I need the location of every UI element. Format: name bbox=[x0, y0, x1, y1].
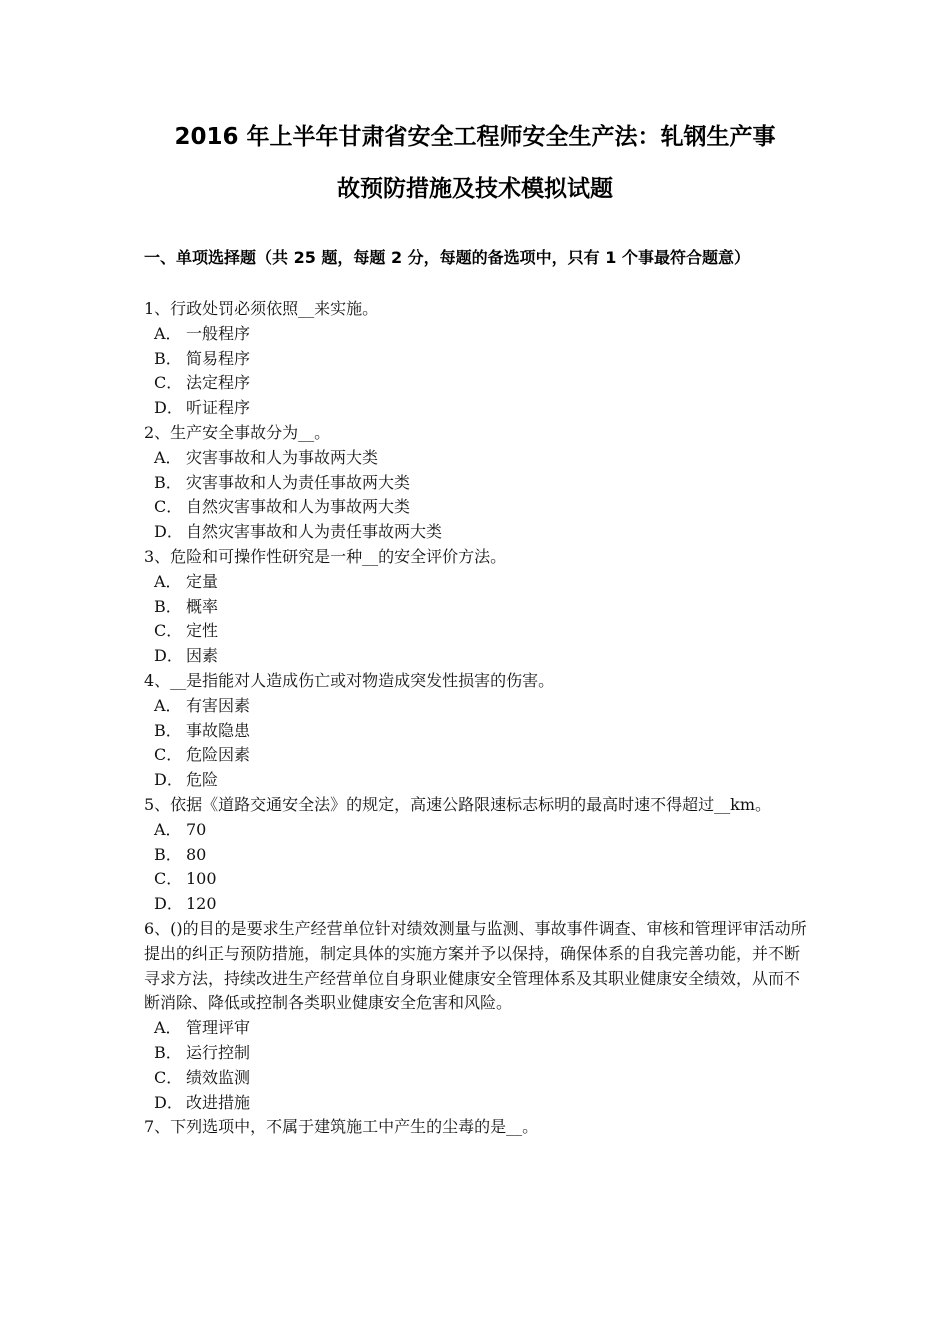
option-text: 危险因素 bbox=[186, 745, 251, 765]
option-text: 简易程序 bbox=[186, 348, 251, 368]
option-letter: C． bbox=[154, 745, 183, 765]
option-text: 自然灾害事故和人为责任事故两大类 bbox=[186, 522, 443, 542]
option-text: 灾害事故和人为责任事故两大类 bbox=[186, 472, 411, 492]
answer-option bbox=[144, 1091, 812, 1116]
answer-option bbox=[144, 694, 812, 719]
answer-option bbox=[144, 347, 812, 372]
option-letter: A． bbox=[154, 323, 182, 343]
answer-option bbox=[144, 520, 812, 545]
option-letter: B． bbox=[154, 472, 182, 492]
option-text: 概率 bbox=[186, 596, 219, 616]
option-letter: A． bbox=[154, 1018, 182, 1038]
answer-option bbox=[144, 1016, 812, 1041]
answer-option bbox=[144, 818, 812, 843]
option-text: 危险 bbox=[186, 770, 219, 790]
answer-option bbox=[144, 495, 812, 520]
question-text: 1、行政处罚必须依照__来实施。 bbox=[144, 299, 379, 318]
option-text: 120 bbox=[186, 894, 217, 914]
option-letter: A． bbox=[154, 819, 182, 839]
option-letter: B． bbox=[154, 348, 182, 368]
option-text: 绩效监测 bbox=[186, 1067, 251, 1087]
question-text: 7、下列选项中，不属于建筑施工中产生的尘毒的是__。 bbox=[144, 1117, 539, 1137]
answer-option bbox=[144, 768, 812, 793]
option-text: 有害因素 bbox=[186, 695, 251, 715]
question-list bbox=[144, 297, 812, 1140]
option-letter: B． bbox=[154, 720, 182, 740]
option-letter: C． bbox=[154, 373, 183, 393]
document-title-line-2: 故预防措施及技术模拟试题 bbox=[337, 176, 613, 202]
option-letter: A． bbox=[154, 571, 182, 591]
answer-option bbox=[144, 1066, 812, 1091]
option-text: 定性 bbox=[186, 621, 219, 641]
answer-option bbox=[144, 619, 812, 644]
answer-option bbox=[144, 595, 812, 620]
answer-option bbox=[144, 867, 812, 892]
option-letter: D． bbox=[154, 770, 183, 790]
option-text: 自然灾害事故和人为事故两大类 bbox=[186, 497, 411, 517]
option-text: 100 bbox=[186, 869, 217, 889]
option-letter: B． bbox=[154, 1042, 182, 1062]
option-text: 70 bbox=[186, 819, 207, 839]
answer-option bbox=[144, 471, 812, 496]
answer-option bbox=[144, 446, 812, 471]
option-letter: C． bbox=[154, 1067, 183, 1087]
option-text: 事故隐患 bbox=[186, 720, 251, 740]
option-letter: A． bbox=[154, 695, 182, 715]
answer-option bbox=[144, 892, 812, 917]
option-letter: B． bbox=[154, 844, 182, 864]
option-letter: C． bbox=[154, 497, 183, 517]
question-text: 4、__是指能对人造成伤亡或对物造成突发性损害的伤害。 bbox=[144, 670, 555, 690]
option-letter: D． bbox=[154, 522, 183, 542]
option-text: 因素 bbox=[186, 646, 219, 666]
answer-option bbox=[144, 719, 812, 744]
option-letter: C． bbox=[154, 869, 183, 889]
option-letter: C． bbox=[154, 621, 183, 641]
option-text: 改进措施 bbox=[186, 1092, 251, 1112]
answer-option bbox=[144, 322, 812, 347]
option-letter: B． bbox=[154, 596, 182, 616]
option-letter: D． bbox=[154, 894, 183, 914]
answer-option bbox=[144, 396, 812, 421]
option-text: 管理评审 bbox=[186, 1018, 251, 1038]
option-letter: D． bbox=[154, 646, 183, 666]
option-text: 听证程序 bbox=[186, 398, 251, 418]
answer-option bbox=[144, 1041, 812, 1066]
answer-option bbox=[144, 371, 812, 396]
option-letter: D． bbox=[154, 1092, 183, 1112]
option-text: 运行控制 bbox=[186, 1042, 251, 1062]
option-text: 80 bbox=[186, 844, 207, 864]
option-letter: D． bbox=[154, 398, 183, 418]
answer-option bbox=[144, 644, 812, 669]
question-text: 6、()的目的是要求生产经营单位针对绩效测量与监测、事故事件调查、审核和管理评审活动所提出的纠正与预防措施，制定具体的实施方案并予以保持，确保体系的自我完善功能，并不断寻求方法，持续改进生产经营单位自身职业健康安全管理体系及其职业健康安全绩效，从而不断消除、降低或控制各类职业健康安全危害和风险。 bbox=[144, 918, 807, 1013]
answer-option bbox=[144, 843, 812, 868]
question-text: 3、危险和可操作性研究是一种__的安全评价方法。 bbox=[144, 546, 507, 566]
option-text: 灾害事故和人为事故两大类 bbox=[186, 447, 379, 467]
option-text: 法定程序 bbox=[186, 373, 251, 393]
document-title-line-1: 2016 年上半年甘肃省安全工程师安全生产法：轧钢生产事 bbox=[174, 124, 776, 150]
option-text: 定量 bbox=[186, 571, 219, 591]
option-text: 一般程序 bbox=[186, 323, 251, 343]
question-text: 2、生产安全事故分为__。 bbox=[144, 422, 331, 442]
question-text: 5、依据《道路交通安全法》的规定，高速公路限速标志标明的最高时速不得超过__km。 bbox=[144, 794, 772, 814]
section-header: 一、单项选择题（共 25 题，每题 2 分，每题的备选项中，只有 1 个事最符合题意） bbox=[144, 248, 750, 267]
option-letter: A． bbox=[154, 447, 182, 467]
answer-option bbox=[144, 743, 812, 768]
answer-option bbox=[144, 570, 812, 595]
